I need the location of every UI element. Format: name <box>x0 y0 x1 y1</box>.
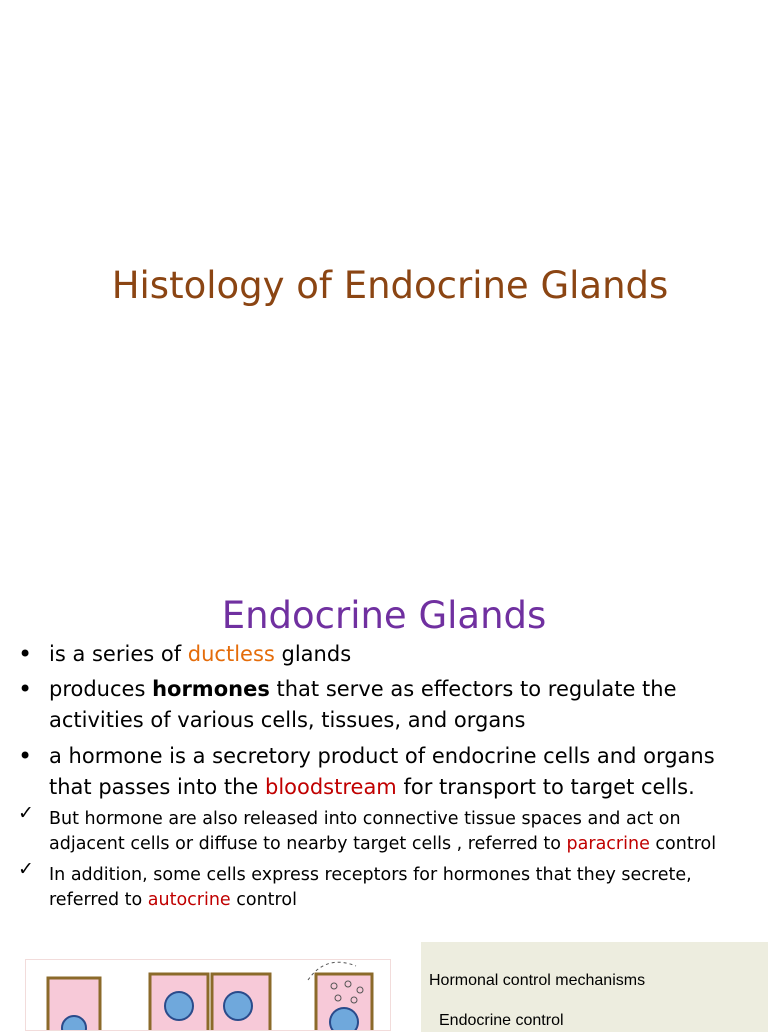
info-box-title: Hormonal control mechanisms <box>429 972 646 989</box>
bullet-icon: • <box>18 640 33 668</box>
slide-1-title: Histology of Endocrine Glands <box>111 264 669 307</box>
highlight-term: autocrine <box>147 890 231 910</box>
nucleus-shape <box>224 992 252 1020</box>
slide-2 <box>0 576 768 1029</box>
cell-diagram <box>25 959 391 1031</box>
bullet-text: produces hormones that serve as effectors to regulate the activities of various cells, tissues, and organs <box>49 677 677 732</box>
bullet-text: a hormone is a secretory product of endocrine cells and organs that passes into the bloodstream for transport to target cells. <box>49 744 715 799</box>
bold-term: hormones <box>152 677 270 701</box>
check-icon: ✓ <box>18 858 34 880</box>
highlight-term: paracrine <box>566 834 650 854</box>
bullet-icon: • <box>18 675 33 703</box>
slide-2-title: Endocrine Glands <box>221 594 547 637</box>
highlight-term: ductless <box>187 642 275 666</box>
check-text: In addition, some cells express receptors for hormones that they secrete, referred to autocrine control <box>49 865 692 910</box>
nucleus-shape <box>62 1016 86 1030</box>
check-icon: ✓ <box>18 802 34 824</box>
check-item <box>18 858 758 913</box>
bullet-item <box>18 674 758 736</box>
info-box-subtitle: Endocrine control <box>439 1012 564 1029</box>
bullet-item <box>18 639 758 670</box>
cell-diagram-image <box>26 960 390 1030</box>
bullet-item <box>18 741 758 803</box>
check-text: But hormone are also released into connective tissue spaces and act on adjacent cells or diffuse to nearby target cells , referred to paracrine control <box>49 809 717 854</box>
info-box <box>421 942 768 1032</box>
nucleus-shape <box>165 992 193 1020</box>
bullet-text: is a series of ductless glands <box>49 642 352 666</box>
nucleus-shape <box>330 1008 358 1030</box>
highlight-term: bloodstream <box>264 775 397 799</box>
check-item <box>18 802 758 857</box>
bullet-icon: • <box>18 742 33 770</box>
